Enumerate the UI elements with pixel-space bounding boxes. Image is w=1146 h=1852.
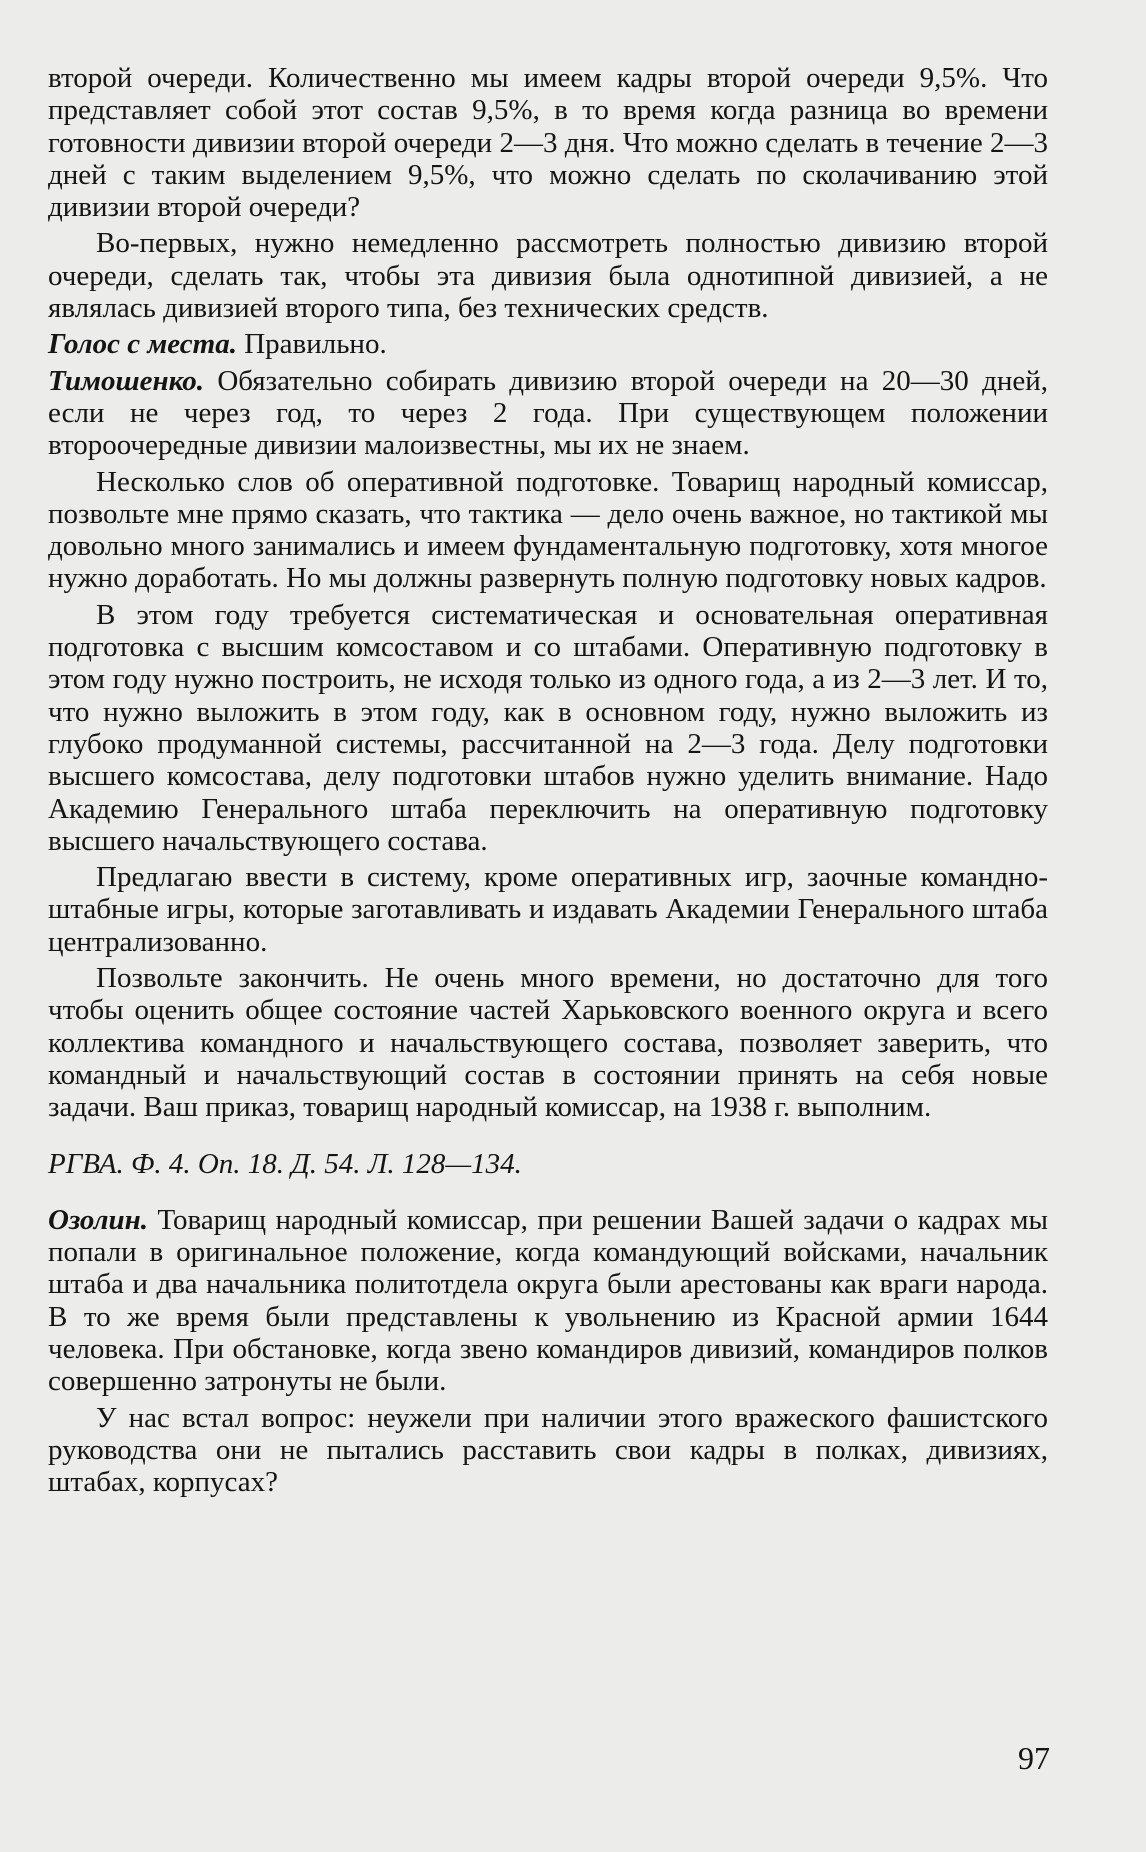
page-body — [48, 62, 1048, 1502]
paragraph: Несколько слов об оперативной подготовке. Товарищ народный комиссар, позвольте мне прямо сказать, что тактика — дело очень важное, но тактикой мы довольно много занимались и имеем фундаментальную подготовку, хотя многое нужно доработать. Но мы должны развернуть полную подготовку новых кадров. — [48, 465, 1048, 595]
archive-citation: РГВА. Ф. 4. Оп. 18. Д. 54. Л. 128—134. — [48, 1147, 522, 1180]
paragraph: Позвольте закончить. Не очень много времени, но достаточно для того чтобы оценить общее состояние частей Харьковского военного округа и всего коллектива командного и начальствующего состава, позволяет заверить, что командный и начальствующий состав в состоянии принять на себя новые задачи. Ваш приказ, товарищ народный комиссар, на 1938 г. выполним. — [48, 962, 1048, 1124]
speaker-paragraph: Голос с места. Правильно. — [48, 328, 387, 361]
speaker-name: Озолин. — [48, 1203, 149, 1236]
speaker-paragraph: Тимошенко. Обязательно собирать дивизию второй очереди на 20—30 дней, если не через год, то через 2 года. При существующем положении второочередные дивизии малоизвестны, мы их не знаем. — [48, 364, 1048, 462]
page-number: 97 — [1018, 1740, 1050, 1776]
paragraph: второй очереди. Количественно мы имеем кадры второй очереди 9,5%. Что представляет собой этот состав 9,5%, в то время когда разница во времени готовности дивизии второй очереди 2—3 дня. Что можно сделать в течение 2—3 дней с таким выделением 9,5%, что можно сделать по сколачиванию этой дивизии второй очереди? — [48, 62, 1048, 224]
paragraph: В этом году требуется систематическая и основательная оперативная подготовка с высшим комсоставом и со штабами. Оперативную подготовку в этом году нужно построить, не исходя только из одного года, а из 2—3 лет. И то, что нужно выложить в этом году, как в основном году, нужно выложить из глубоко продуманной системы, рассчитанной на 2—3 года. Делу подготовки высшего комсостава, делу подготовки штабов нужно уделить внимание. Надо Академию Генерального штаба переключить на оперативную подготовку высшего начальствующего состава. — [48, 598, 1048, 857]
paragraph: Предлагаю ввести в систему, кроме оперативных игр, заочные командно-штабные игры, которые заготавливать и издавать Академии Генерального штаба централизованно. — [48, 861, 1048, 958]
speaker-name: Тимошенко. — [48, 364, 204, 397]
paragraph: У нас встал вопрос: неужели при наличии этого вражеского фашистского руководства они не пытались расставить свои кадры в полках, дивизиях, штабах, корпусах? — [48, 1401, 1048, 1499]
speaker-name: Голос с места. — [48, 328, 237, 361]
paragraph: Во-первых, нужно немедленно рассмотреть полностью дивизию второй очереди, сделать так, чтобы эта дивизия была однотипной дивизией, а не являлась дивизией второго типа, без технических средств. — [48, 227, 1048, 325]
speaker-paragraph: Озолин. Товарищ народный комиссар, при решении Вашей задачи о кадрах мы попали в оригинальное положение, когда командующий войсками, начальник штаба и два начальника политотдела округа были арестованы как враги народа. В то же время были представлены к увольнению из Красной армии 1644 человека. При обстановке, когда звено командиров дивизий, командиров полков совершенно затронуты не были. — [48, 1203, 1049, 1398]
